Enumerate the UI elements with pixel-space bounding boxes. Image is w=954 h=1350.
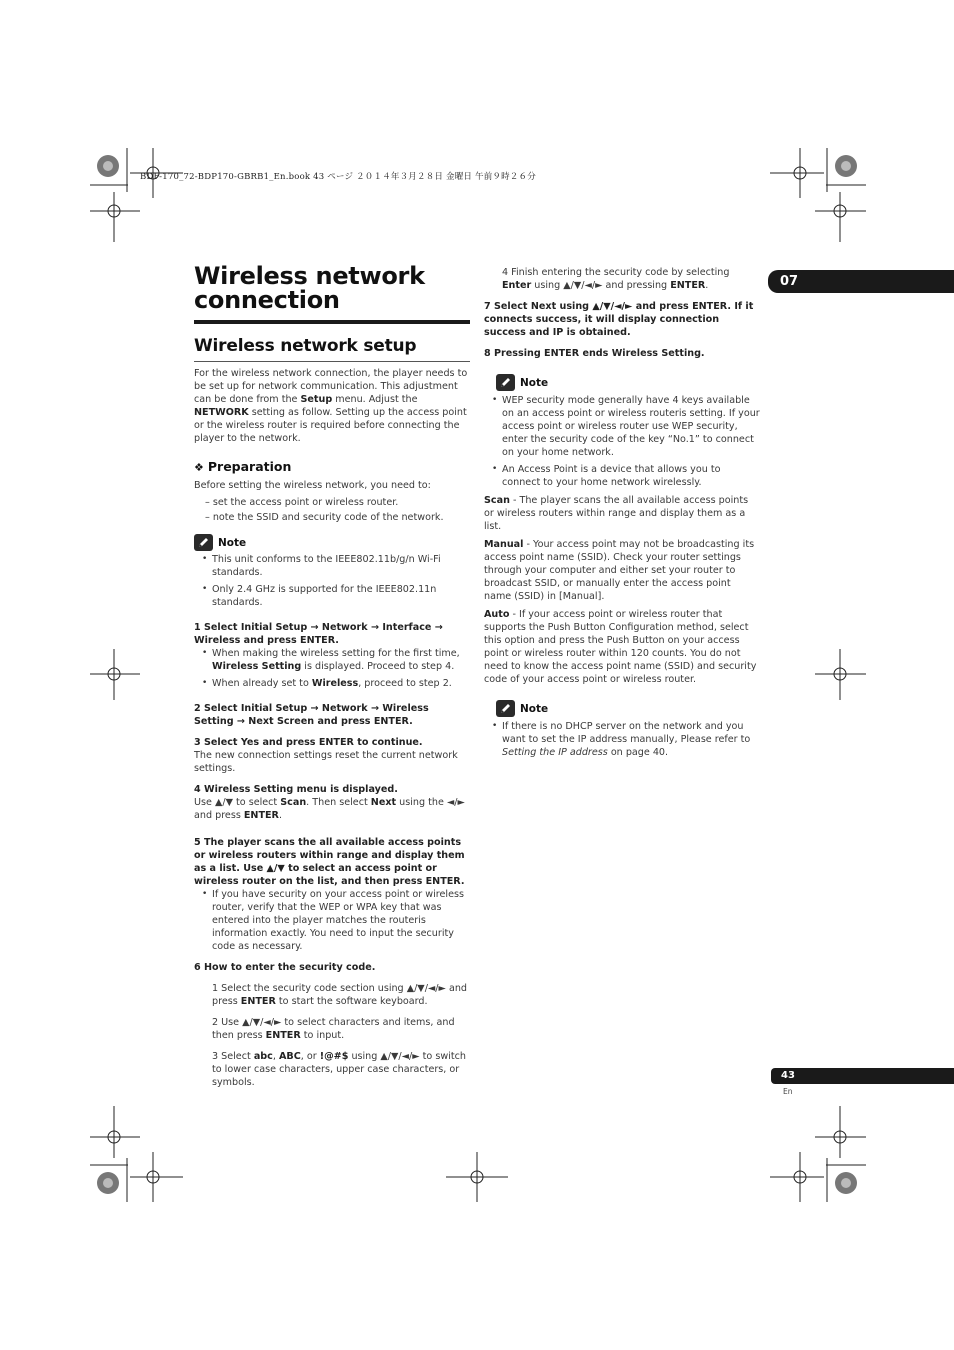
step-6-substep-1: 1 Select the security code section using ▲/▼/◄/► and press ENTER to start the software keyboard. <box>212 983 468 1007</box>
step-1-bullet: • When already set to Wireless, proceed to step 2. <box>194 677 470 690</box>
step-5-bullet: • If you have security on your access point or wireless router, verify that the WEP or WPA key that was entered into the player matches the routeris information exactly. You need to input the security code as necessary. <box>194 888 470 953</box>
note-item: • WEP security mode generally have 4 keys available on an access point or wireless routeris setting. If your access point or wireless router use WEP security, enter the security code of the key “No.1” to connect on your home network. <box>484 394 760 459</box>
preparation-text: Before setting the wireless network, you need to: <box>194 480 431 491</box>
step-5-heading: 5 The player scans the all available access points or wireless routers within range and display them as a list. Use ▲/▼ to select an access point or wireless router on the list, and then press ENTER. <box>194 837 465 887</box>
step-6-heading: 6 How to enter the security code. <box>194 962 376 973</box>
page-number-tab <box>771 1068 954 1084</box>
auto-description: Auto - If your access point or wireless router that supports the Push Button Configuration method, select this option and press the Push Button on your access point or wireless router within 120 counts. You do not need to know the access point name (SSID) and security code of your access point or wireless router. <box>484 609 757 685</box>
page-title: Wireless network connection <box>194 262 425 314</box>
preparation-item: – set the access point or wireless router. <box>205 497 399 508</box>
title-rule <box>194 320 470 324</box>
step-3-heading: 3 Select Yes and press ENTER to continue. <box>194 737 423 748</box>
page-language: En <box>783 1087 793 1096</box>
note-item: • This unit conforms to the IEEE802.11b/g/n Wi-Fi standards. <box>194 553 470 579</box>
intro-paragraph: For the wireless network connection, the player needs to be set up for network communication. This adjustment can be done from the Setup menu. Adjust the NETWORK setting as follow. Setting up the access point or the wireless router is required before connecting the player to the network. <box>194 368 468 444</box>
chapter-number: 07 <box>780 274 799 289</box>
chapter-tab <box>768 270 954 293</box>
step-2-heading: 2 Select Initial Setup → Network → Wireless Setting → Next Screen and press ENTER. <box>194 703 429 727</box>
note-label: Note <box>520 702 549 715</box>
step-6-substep-4: 4 Finish entering the security code by selecting Enter using ▲/▼/◄/► and pressing ENTER. <box>502 267 730 291</box>
step-1-heading: 1 Select Initial Setup → Network → Interface → Wireless and press ENTER. <box>194 622 443 646</box>
note-item: • An Access Point is a device that allows you to connect to your home network wirelessly. <box>484 463 760 489</box>
step-7-heading: 7 Select Next using ▲/▼/◄/► and press ENTER. If it connects success, it will display connection success and IP is obtained. <box>484 301 754 338</box>
note-header <box>484 374 760 391</box>
page-number: 43 <box>781 1070 795 1081</box>
note-item: • If there is no DHCP server on the network and you want to set the IP address manually, Please refer to Setting the IP address on page 40. <box>484 720 760 759</box>
step-4-text: Use ▲/▼ to select Scan. Then select Next using the ◄/► and press ENTER. <box>194 797 465 821</box>
note-header <box>194 534 470 551</box>
note-label: Note <box>520 376 549 389</box>
step-4-heading: 4 Wireless Setting menu is displayed. <box>194 784 398 795</box>
step-3-text: The new connection settings reset the current network settings. <box>194 750 458 774</box>
note-item: • Only 2.4 GHz is supported for the IEEE802.11n standards. <box>194 583 470 609</box>
note-header <box>484 700 760 717</box>
diamond-bullet-icon: ❖ <box>194 461 204 474</box>
preparation-heading: ❖ Preparation <box>194 459 292 474</box>
step-8-heading: 8 Pressing ENTER ends Wireless Setting. <box>484 348 705 359</box>
note-label: Note <box>218 536 247 549</box>
step-6-substep-2: 2 Use ▲/▼/◄/► to select characters and items, and then press ENTER to input. <box>212 1017 455 1041</box>
pencil-note-icon <box>496 700 515 717</box>
step-1-bullet: • When making the wireless setting for the first time, Wireless Setting is displayed. Proceed to step 4. <box>194 647 470 673</box>
manual-description: Manual - Your access point may not be broadcasting its access point name (SSID). Check your router settings through your computer and either set your router to broadcast SSID, or manually enter the access point name (SSID) in [Manual]. <box>484 539 755 602</box>
right-column <box>484 266 760 759</box>
scan-description: Scan - The player scans the all available access points or wireless routers within range and display them as a list. <box>484 495 749 532</box>
pencil-note-icon <box>496 374 515 391</box>
pencil-note-icon <box>194 534 213 551</box>
left-column <box>194 264 470 1089</box>
section-title: Wireless network setup <box>194 336 417 356</box>
print-header: BDF-170_72-BDP170-GBRB1_En.book 43 ページ ２０１４年３月２８日 金曜日 午前９時２６分 <box>140 172 536 182</box>
step-6-substep-3: 3 Select abc, ABC, or !@#$ using ▲/▼/◄/► to switch to lower case characters, upper case characters, or symbols. <box>212 1051 466 1088</box>
preparation-item: – note the SSID and security code of the network. <box>205 512 444 523</box>
